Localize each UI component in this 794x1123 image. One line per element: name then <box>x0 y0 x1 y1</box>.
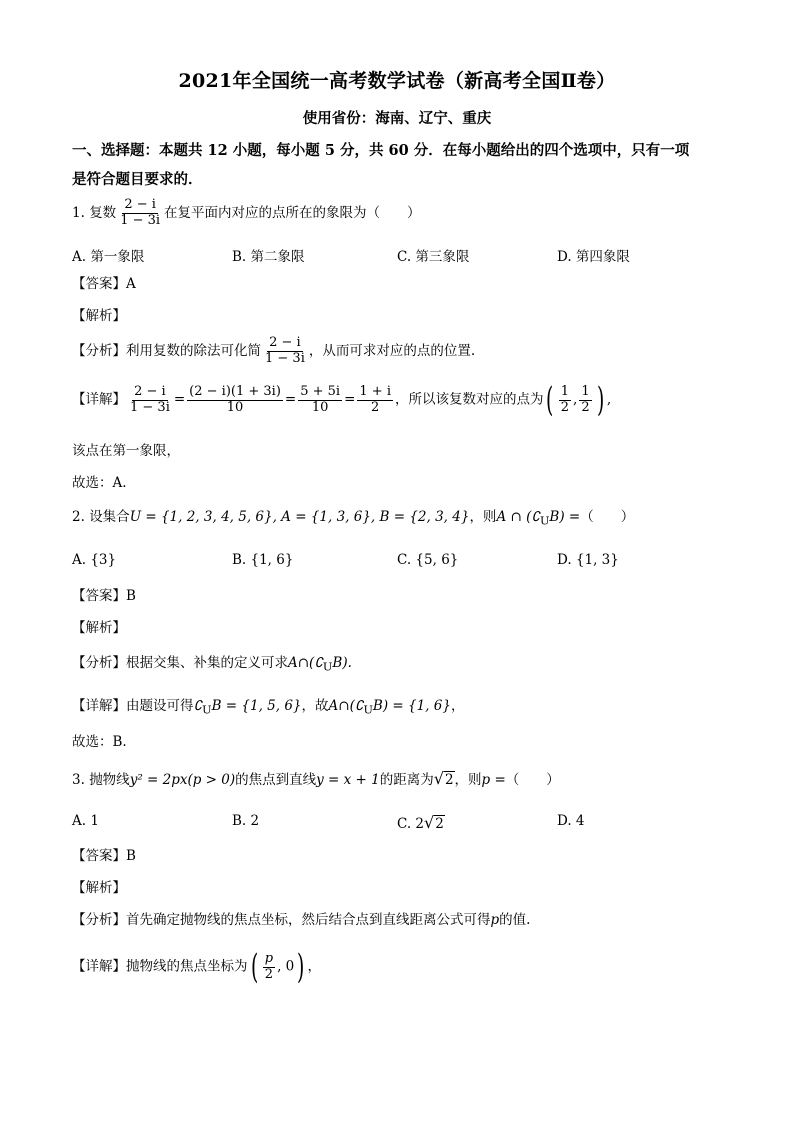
q2-option-b: B. {1, 6} <box>232 552 294 568</box>
q2-detail: 【详解】由题设可得$∁_UB = \{1$, 5, 6}，故$A\cap(∁_UB) = \{1$, 6}， <box>72 698 465 717</box>
q1-stem-post: 在复平面内对应的点所在的象限为（ ） <box>164 204 421 221</box>
q2-analysis: 【解析】 <box>72 620 126 636</box>
q3-analysis: 【解析】 <box>72 880 126 896</box>
section-heading-line2: 是符合题目要求的． <box>72 171 203 188</box>
q2-stem: 2. 设集合U = {1, 2, 3, 4, 5, 6}, A = {1, 3, 6}, B = {2, 3, 4}，则A ∩ $(∁_UB)$ =（ ） <box>72 509 635 528</box>
q2-option-c: C. {5, 6} <box>397 552 459 568</box>
q1-stem-pre: 复数 <box>89 204 117 221</box>
q1-choice: 故选：A. <box>72 475 127 491</box>
q2-option-d: D. {1, 3} <box>557 552 619 568</box>
q3-option-a: A. 1 <box>72 813 99 829</box>
q1-fenxi-fraction: $\frac{2 - i}{1 - 3i}$ <box>265 335 305 366</box>
q1-stem <box>72 198 421 229</box>
q2-choice: 故选：B. <box>72 734 127 750</box>
q1-detail-line2: 该点在第一象限， <box>72 443 180 459</box>
q1-analysis: 【解析】 <box>72 308 126 324</box>
page-title: 2021年全国统一高考数学试卷（新高考全国Ⅱ卷） <box>178 70 616 92</box>
q1-fenxi: 【分析】利用复数的除法可化简 $\frac{2 - i}{1 - 3i}$ ，从而可求对应的点的位置. <box>72 335 476 366</box>
q1-option-d: D. 第四象限 <box>557 249 630 265</box>
q3-option-c: C. 2√2 <box>397 813 444 832</box>
q1-number: 1. <box>72 204 85 221</box>
q3-detail: 【详解】抛物线的焦点坐标为( $\frac{p}{2}$ , 0) ， <box>72 947 322 987</box>
q1-option-b: B. 第二象限 <box>232 249 305 265</box>
q1-detail: 【详解】 $\frac{2 - i}{1 - 3i}$ = $\frac{(2 - i)(1 + 3i)}{10}$ = $\frac{5 + 5i}{10}$ = $\frac{1 + i}{2}$ ，所以该复数对应的点为( $\frac{1}{2}$ , $\frac{1}{2}$ ) , <box>72 380 612 420</box>
q3-option-d: D. 4 <box>557 813 585 829</box>
q2-fenxi: 【分析】根据交集、补集的定义可求$A\cap(∁_UB)$. <box>72 655 352 674</box>
q3-option-b: B. 2 <box>232 813 260 829</box>
q2-answer: 【答案】B <box>72 588 136 604</box>
q1-option-c: C. 第三象限 <box>397 249 470 265</box>
q2-option-a: A. {3} <box>72 552 117 568</box>
q1-option-a: A. 第一象限 <box>72 249 145 265</box>
q3-stem: 3. 抛物线y² = 2px(p > 0)的焦点到直线y = x + 1的距离为√2，则p =（ ） <box>72 769 560 788</box>
q1-fraction: $\frac{2 - i}{1 - 3i}$ <box>120 197 161 228</box>
page-subtitle: 使用省份：海南、辽宁、重庆 <box>302 110 492 127</box>
q3-fenxi: 【分析】首先确定抛物线的焦点坐标，然后结合点到直线距离公式可得p的值. <box>72 912 531 928</box>
q1-answer: 【答案】A <box>72 276 136 292</box>
q3-answer: 【答案】B <box>72 848 136 864</box>
section-heading-line1: 一、选择题：本题共 12 小题，每小题 5 分，共 60 分．在每小题给出的四个选项中，只有一项 <box>72 142 690 159</box>
